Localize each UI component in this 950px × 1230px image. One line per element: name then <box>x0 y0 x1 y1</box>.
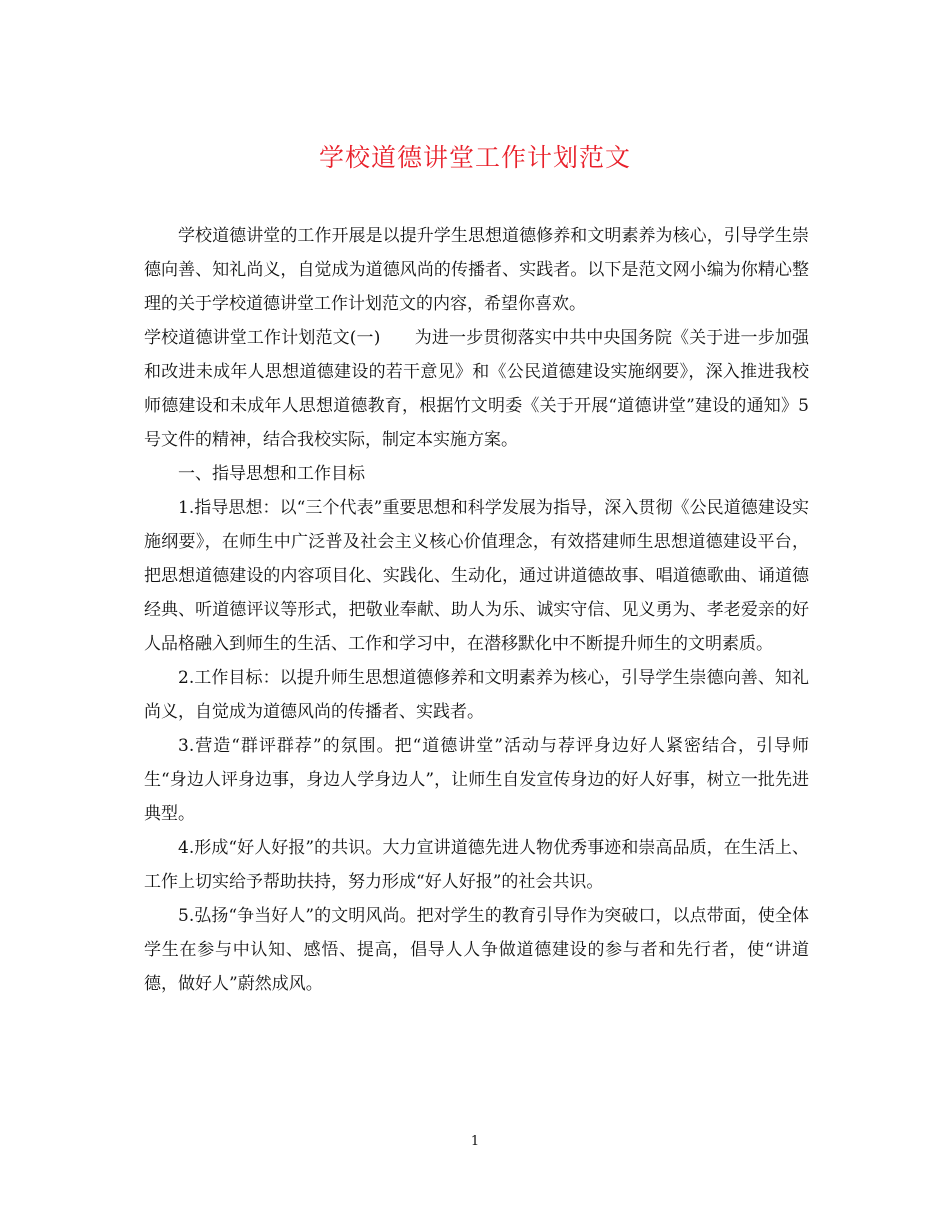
list-item-4: 4.形成“好人好报”的共识。大力宣讲道德先进人物优秀事迹和崇高品质，在生活上、工作上切实给予帮助扶持，努力形成“好人好报”的社会共识。 <box>144 838 809 892</box>
document-title: 学校道德讲堂工作计划范文 <box>318 143 631 172</box>
document-body <box>144 219 809 1001</box>
list-item-3: 3.营造“群评群荐”的氛围。把“道德讲堂”活动与荐评身边好人紧密结合，引导师生“身边人评身边事，身边人学身边人”，让师生自发宣传身边的好人好事，树立一批先进典型。 <box>144 736 809 824</box>
list-item-5: 5.弘扬“争当好人”的文明风尚。把对学生的教育引导作为突破口，以点带面，使全体学生在参与中认知、感悟、提高，倡导人人争做道德建设的参与者和先行者，使“讲道德，做好人”蔚然成风。 <box>144 906 809 994</box>
subheading-guiding-ideology: 一、指导思想和工作目标 <box>178 464 365 484</box>
page-number: 1 <box>470 1134 480 1149</box>
list-item-1: 1.指导思想：以“三个代表”重要思想和科学发展为指导，深入贯彻《公民道德建设实施纲要》，在师生中广泛普及社会主义核心价值理念，有效搭建师生思想道德建设平台，把思想道德建设的内容项目化、实践化、生动化，通过讲道德故事、唱道德歌曲、诵道德经典、听道德评议等形式，把敬业奉献、助人为乐、诚实守信、见义勇为、孝老爱亲的好人品格融入到师生的生活、工作和学习中，在潜移默化中不断提升师生的文明素质。 <box>144 498 809 654</box>
list-item-2: 2.工作目标：以提升师生思想道德修养和文明素养为核心，引导学生崇德向善、知礼尚义，自觉成为道德风尚的传播者、实践者。 <box>144 668 809 722</box>
intro-paragraph: 学校道德讲堂的工作开展是以提升学生思想道德修养和文明素养为核心，引导学生崇德向善、知礼尚义，自觉成为道德风尚的传播者、实践者。以下是范文网小编为你精心整理的关于学校道德讲堂工作计划范文的内容，希望你喜欢。 <box>144 226 809 314</box>
section-heading-paragraph: 学校道德讲堂工作计划范文(一) 为进一步贯彻落实中共中央国务院《关于进一步加强和改进未成年人思想道德建设的若干意见》和《公民道德建设实施纲要》，深入推进我校师德建设和未成年人思想道德教育，根据竹文明委《关于开展“道德讲堂”建设的通知》5号文件的精神，结合我校实际，制定本实施方案。 <box>144 328 809 450</box>
